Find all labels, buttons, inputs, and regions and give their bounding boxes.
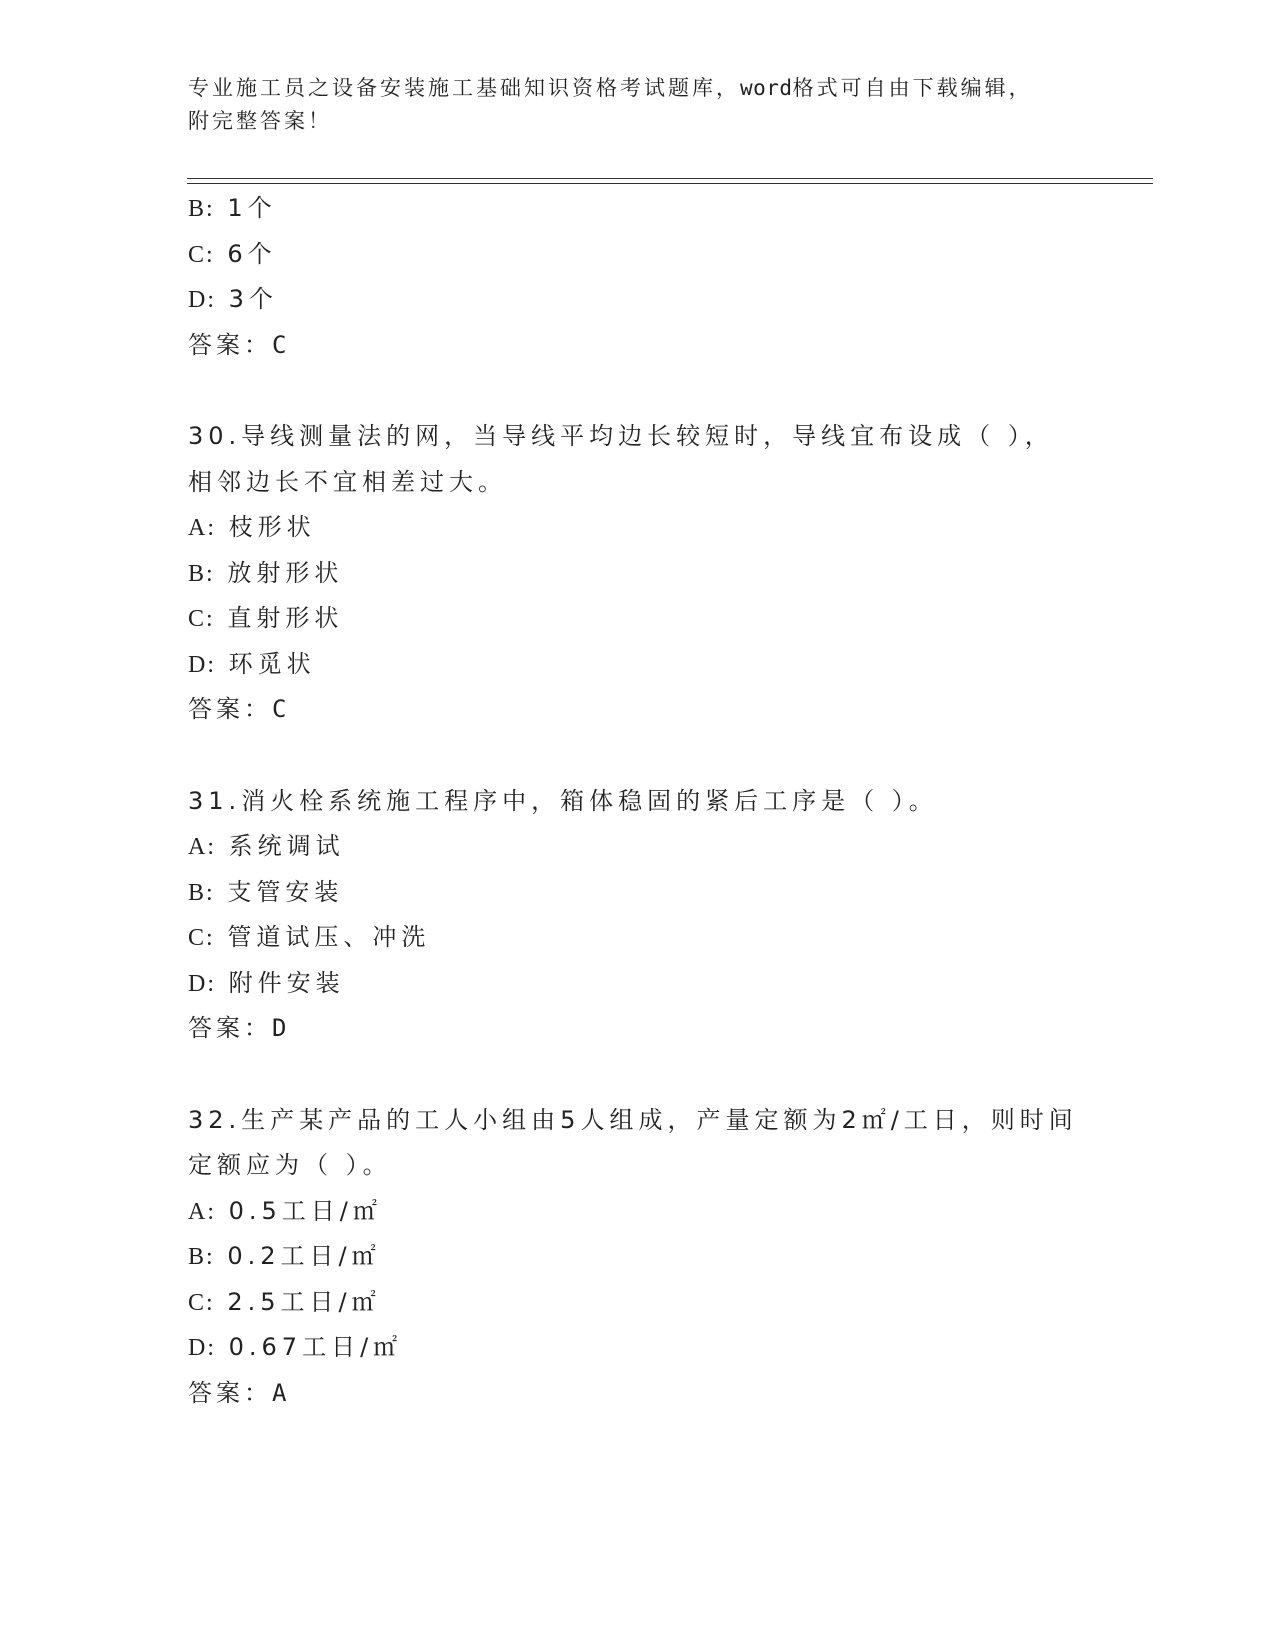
option-d bbox=[188, 642, 1128, 688]
option-text: 0.2工日/㎡ bbox=[227, 1242, 381, 1270]
option-b bbox=[188, 186, 1128, 232]
option-text: 支管安装 bbox=[227, 877, 344, 906]
answer-line bbox=[188, 1371, 1128, 1417]
option-c bbox=[188, 915, 1128, 961]
question-stem-line bbox=[188, 1098, 1128, 1144]
option-b bbox=[188, 870, 1128, 916]
option-text: 附件安装 bbox=[228, 968, 345, 997]
option-c bbox=[188, 1280, 1128, 1326]
header-divider-bottom bbox=[187, 183, 1153, 184]
header-word-format: word bbox=[740, 76, 793, 100]
option-key: B: bbox=[188, 1244, 215, 1270]
question-list bbox=[188, 186, 1128, 1416]
option-text: 放射形状 bbox=[227, 558, 344, 587]
option-b bbox=[188, 1234, 1128, 1280]
answer-value: A bbox=[272, 1378, 287, 1407]
option-text: 环觅状 bbox=[228, 649, 316, 678]
option-key: A: bbox=[188, 834, 216, 860]
question-32 bbox=[188, 1098, 1128, 1417]
option-key: C: bbox=[188, 925, 215, 951]
document-header bbox=[188, 72, 1088, 138]
option-text: 0.67工日/㎡ bbox=[228, 1333, 403, 1361]
answer-line bbox=[188, 1006, 1128, 1052]
answer-value: C bbox=[272, 330, 287, 359]
option-key: D: bbox=[188, 651, 216, 678]
question-31 bbox=[188, 779, 1128, 1052]
option-key: C: bbox=[188, 241, 215, 268]
option-text: 1个 bbox=[227, 194, 277, 222]
option-text: 管道试压、冲洗 bbox=[227, 923, 431, 951]
option-a bbox=[188, 824, 1128, 870]
option-text: 0.5工日/㎡ bbox=[228, 1196, 382, 1225]
option-key: B: bbox=[188, 879, 215, 906]
answer-label: 答案： bbox=[188, 1014, 272, 1042]
option-d bbox=[188, 961, 1128, 1007]
answer-value: C bbox=[272, 695, 287, 723]
answer-label: 答案： bbox=[188, 1378, 272, 1407]
question-number: 32. bbox=[188, 1105, 242, 1134]
option-text: 2.5工日/㎡ bbox=[227, 1287, 381, 1316]
option-c bbox=[188, 596, 1128, 642]
question-stem-line bbox=[188, 779, 1128, 825]
option-a bbox=[188, 1189, 1128, 1235]
question-stem-line: 相邻边长不宜相差过大。 bbox=[188, 467, 507, 496]
answer-line bbox=[188, 323, 1128, 369]
question-text: 消火栓系统施工程序中，箱体稳固的紧后工序是（ ）。 bbox=[241, 786, 938, 815]
option-key: D: bbox=[188, 287, 216, 313]
answer-label: 答案： bbox=[188, 330, 272, 359]
option-key: D: bbox=[188, 1335, 216, 1361]
option-d bbox=[188, 1325, 1128, 1371]
option-text: 3个 bbox=[228, 285, 278, 313]
option-key: C: bbox=[188, 1289, 215, 1316]
option-key: A: bbox=[188, 1198, 216, 1225]
option-text: 直射形状 bbox=[227, 604, 344, 632]
question-stem-line: 定额应为（ ）。 bbox=[188, 1151, 392, 1179]
answer-line bbox=[188, 687, 1128, 733]
option-key: C: bbox=[188, 606, 215, 632]
option-d bbox=[188, 277, 1128, 323]
continued-question bbox=[188, 186, 1128, 368]
option-c bbox=[188, 232, 1128, 278]
header-divider-top bbox=[187, 178, 1153, 179]
question-30 bbox=[188, 414, 1128, 733]
answer-label: 答案： bbox=[188, 695, 272, 723]
question-text: 生产某产品的工人小组由5人组成，产量定额为2㎡/工日，则时间 bbox=[241, 1105, 1078, 1134]
option-b bbox=[188, 551, 1128, 597]
question-stem-line bbox=[188, 414, 1128, 460]
header-title-prefix: 专业施工员之设备安装施工基础知识资格考试题库， bbox=[188, 76, 740, 100]
option-key: B: bbox=[188, 560, 215, 587]
option-text: 枝形状 bbox=[228, 513, 316, 541]
question-text: 导线测量法的网，当导线平均边长较短时，导线宜布设成（ ）， bbox=[241, 422, 1054, 450]
option-text: 系统调试 bbox=[228, 832, 345, 860]
answer-value: D bbox=[272, 1014, 287, 1042]
option-key: B: bbox=[188, 196, 215, 222]
question-number: 30. bbox=[188, 422, 242, 450]
option-key: A: bbox=[188, 515, 216, 541]
option-key: D: bbox=[188, 970, 216, 997]
option-a bbox=[188, 505, 1128, 551]
header-title-suffix: 格式可自由下载编辑， bbox=[792, 76, 1033, 100]
question-number: 31. bbox=[188, 786, 242, 815]
header-line-2: 附完整答案！ bbox=[188, 109, 332, 133]
option-text: 6个 bbox=[227, 239, 277, 268]
header-line-1 bbox=[188, 72, 1088, 105]
